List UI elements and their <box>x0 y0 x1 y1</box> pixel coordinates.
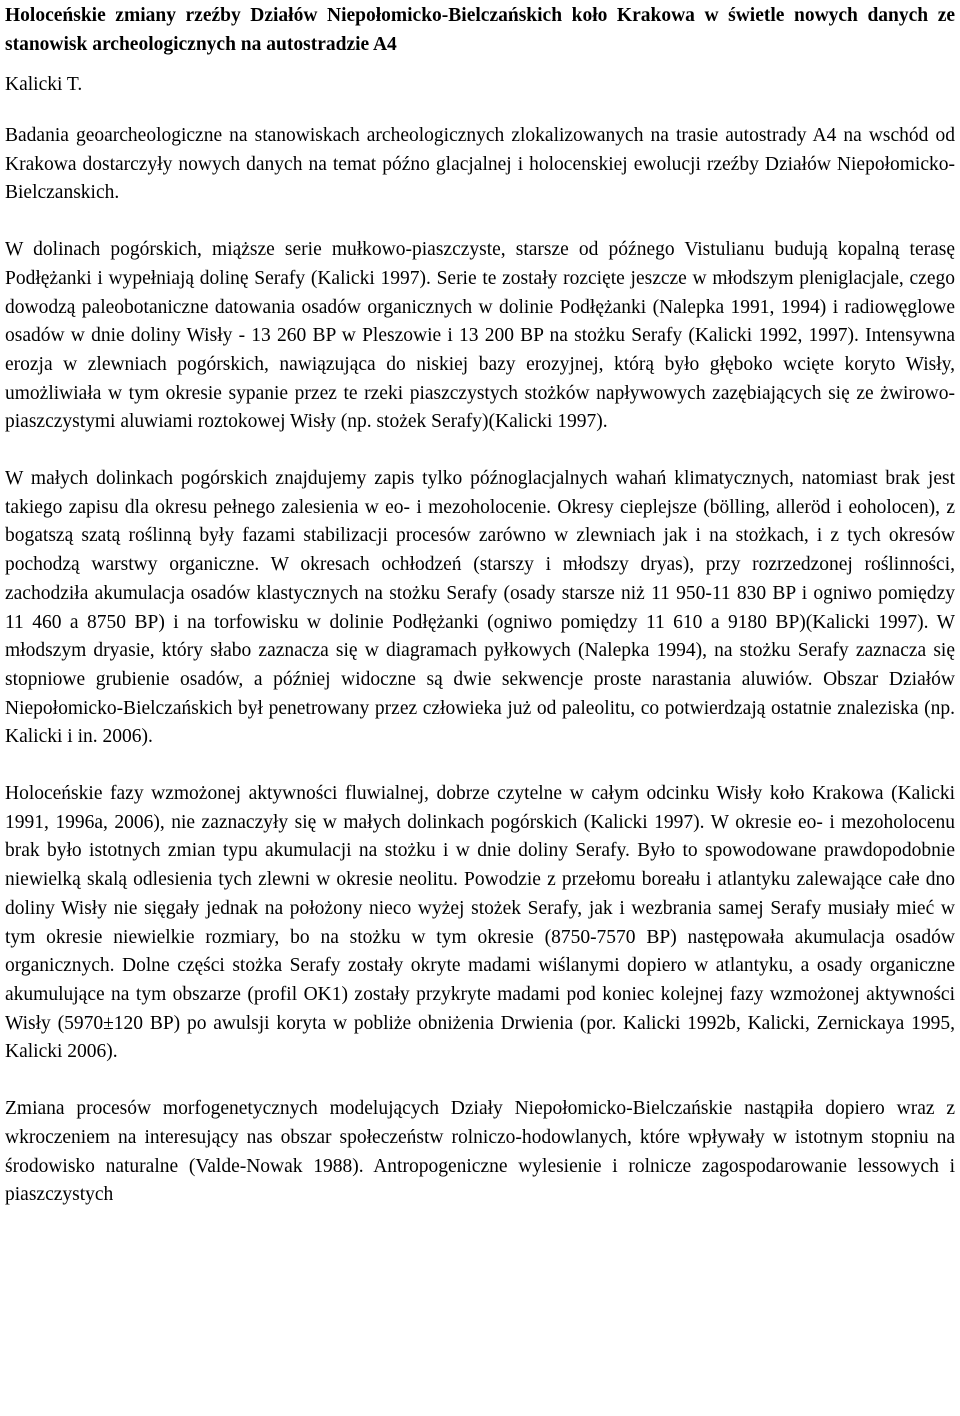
document-page <box>5 0 955 1210</box>
body-paragraph-2: W małych dolinkach pogórskich znajdujemy zapis tylko późnoglacjalnych wahań klimatycznych, natomiast brak jest takiego zapisu dla okresu pełnego zalesienia w eo- i mezoholocenie. Okresy cieplejsze (bölling, alleröd i eoholocen), z bogatszą szatą roślinną były fazami stabilizacji procesów zarówno w zlewniach jak i na stożkach, i z tych okresów pochodzą warstwy organiczne. W okresach ochłodzeń (starszy i młodszy dryas), przy rozrzedzonej roślinności, zachodziła akumulacja osadów klastycznych na stożku Serafy (osady starsze niż 11 950-11 830 BP i ogniwo pomiędzy 11 460 a 8750 BP) i na torfowisku w dolinie Podłężanki (ogniwo pomiędzy 11 610 a 9180 BP)(Kalicki 1997). W młodszym dryasie, który słabo zaznacza się w diagramach pyłkowych (Nalepka 1994), na stożku Serafy zaznacza się stopniowe grubienie osadów, a później widoczne są dwie sekwencje proste narastania aluwiów. Obszar Działów Niepołomicko-Bielczańskich był penetrowany przez człowieka już od paleolitu, co potwierdzają ostatnie znaleziska (np. Kalicki i in. 2006). <box>5 468 955 748</box>
document-title: Holoceńskie zmiany rzeźby Działów Niepołomicko-Bielczańskich koło Krakowa w świetle nowych danych ze stanowisk archeologicznych na autostradzie A4 <box>5 5 955 55</box>
document-author: Kalicki T. <box>5 74 83 95</box>
body-paragraph-4: Zmiana procesów morfogenetycznych modelujących Działy Niepołomicko-Bielczańskie nastąpiła dopiero wraz z wkroczeniem na interesujący nas obszar społeczeństw rolniczo-hodowlanych, które wpływały w istotnym stopniu na środowisko naturalne (Valde-Nowak 1988). Antropogeniczne wylesienie i rolnicze zagospodarowanie lessowych i piaszczystych <box>5 1098 955 1206</box>
body-paragraph-1: W dolinach pogórskich, miąższe serie mułkowo-piaszczyste, starsze od późnego Vistulianu budują kopalną terasę Podłężanki i wypełniają dolinę Serafy (Kalicki 1997). Serie te zostały rozcięte jeszcze w młodszym pleniglacjale, czego dowodzą paleobotaniczne datowania osadów organicznych w dolinie Podłężanki (Nalepka 1991, 1994) i radiowęglowe osadów w dnie doliny Wisły - 13 260 BP w Pleszowie i 13 200 BP na stożku Serafy (Kalicki 1992, 1997). Intensywna erozja w zlewniach pogórskich, nawiązująca do niskiej bazy erozyjnej, którą było głęboko wcięte koryto Wisły, umożliwiała w tym okresie sypanie przez te rzeki piaszczystych stożków napływowych zazębiających się ze żwirowo-piaszczystymi aluwiami roztokowej Wisły (np. stożek Serafy)(Kalicki 1997). <box>5 239 955 433</box>
body-paragraph-3: Holoceńskie fazy wzmożonej aktywności fluwialnej, dobrze czytelne w całym odcinku Wisły koło Krakowa (Kalicki 1991, 1996a, 2006), nie zaznaczyły się w małych dolinkach pogórskich (Kalicki 1997). W okresie eo- i mezoholocenu brak było istotnych zmian typu akumulacji na stożku i w dnie doliny Serafy. Było to spowodowane prawdopodobnie niewielką skalą odlesienia tych zlewni w okresie neolitu. Powodzie z przełomu boreału i atlantyku zalewające całe dno doliny Wisły nie sięgały jednak na położony nieco wyżej stożek Serafy, jak i wezbrania samej Serafy musiały mieć w tym okresie niewielkie rozmiary, bo na stożku w tym okresie (8750-7570 BP) następowała akumulacja osadów organicznych. Dolne części stożka Serafy zostały okryte madami wiślanymi dopiero w atlantyku, a osady organiczne akumulujące na tym obszarze (profil OK1) zostały przykryte madami pod koniec kolejnej fazy wzmożonej aktywności Wisły (5970±120 BP) po awulsji koryta w pobliże obniżenia Drwienia (por. Kalicki 1992b, Kalicki, Zernickaya 1995, Kalicki 2006). <box>5 783 955 1063</box>
abstract-paragraph: Badania geoarcheologiczne na stanowiskach archeologicznych zlokalizowanych na trasie autostrady A4 na wschód od Krakowa dostarczyły nowych danych na temat późno glacjalnej i holocenskiej ewolucji rzeźby Działów Niepołomicko-Bielczanskich. <box>5 125 955 204</box>
